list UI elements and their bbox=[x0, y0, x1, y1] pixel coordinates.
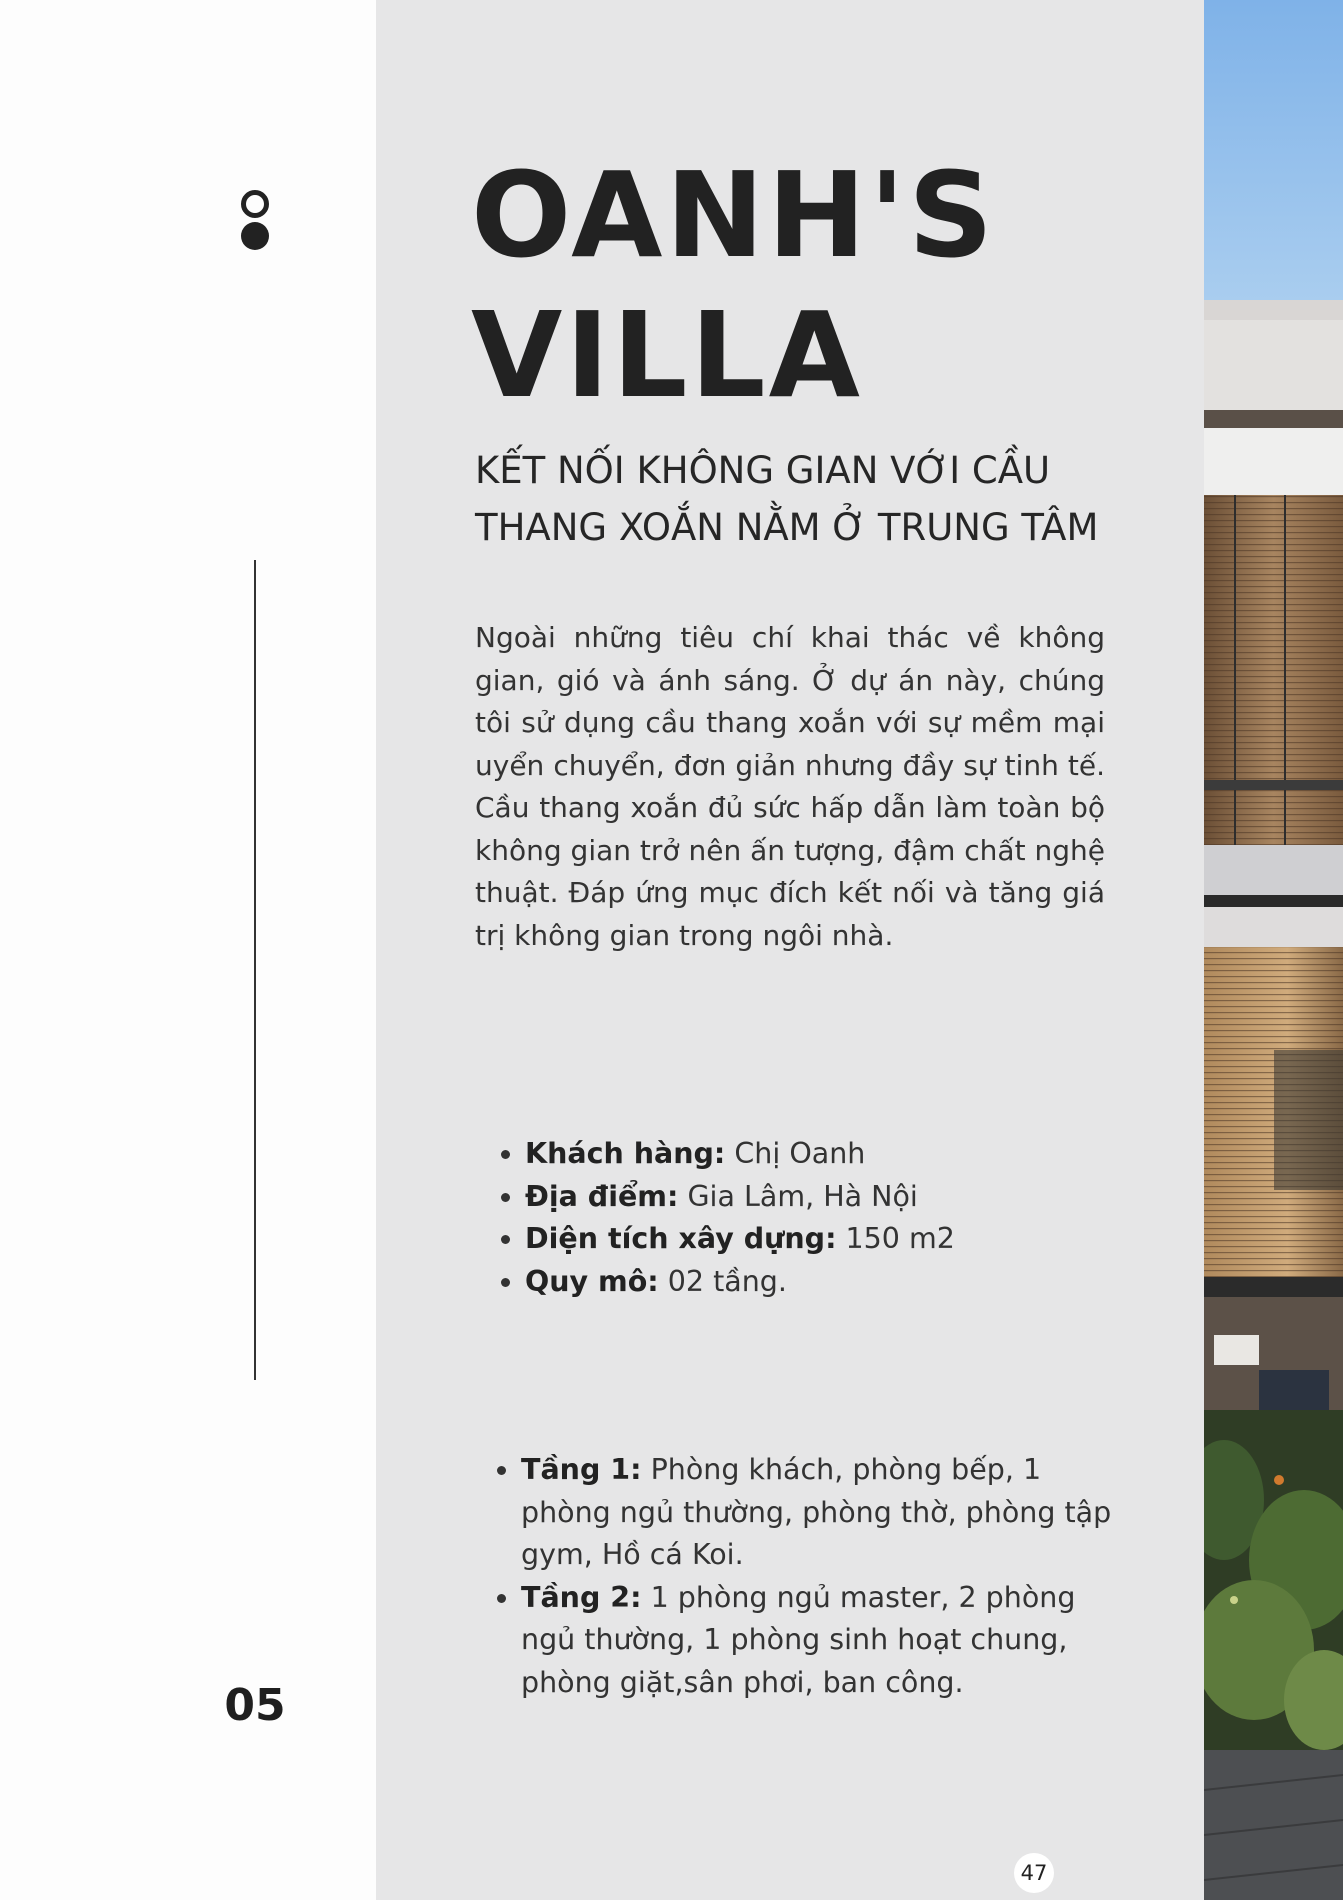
title-line-1: OANH'S bbox=[471, 146, 997, 284]
list-item bbox=[525, 1261, 1185, 1304]
vertical-divider bbox=[254, 560, 256, 1380]
section-number: 05 bbox=[224, 1680, 286, 1731]
list-item bbox=[521, 1449, 1131, 1577]
subtitle-line-2: THANG XOẮN NẰM Ở TRUNG TÂM bbox=[475, 506, 1099, 549]
info-value: 02 tầng. bbox=[667, 1264, 787, 1298]
page-subtitle bbox=[475, 442, 1175, 556]
floor-label: Tầng 2: bbox=[521, 1580, 642, 1614]
list-item bbox=[525, 1218, 1185, 1261]
floor-list bbox=[471, 1449, 1131, 1704]
page-title bbox=[471, 145, 996, 425]
content-panel bbox=[376, 0, 1204, 1900]
list-item bbox=[525, 1133, 1185, 1176]
info-label: Khách hàng: bbox=[525, 1137, 726, 1170]
info-label: Địa điểm: bbox=[525, 1179, 679, 1213]
left-margin-column bbox=[0, 0, 376, 1900]
subtitle-line-1: KẾT NỐI KHÔNG GIAN VỚI CẦU bbox=[475, 449, 1051, 492]
decorative-dots-icon bbox=[241, 190, 269, 250]
info-label: Quy mô: bbox=[525, 1264, 659, 1298]
info-value: Gia Lâm, Hà Nội bbox=[687, 1179, 918, 1213]
floor-value: 1 phòng ngủ master, 2 phòng ngủ thường, 1 phòng sinh hoạt chung, phòng giặt,sân phơi, ban công. bbox=[521, 1580, 1076, 1699]
info-value: Chị Oanh bbox=[734, 1137, 866, 1170]
project-description: Ngoài những tiêu chí khai thác về không gian, gió và ánh sáng. Ở dự án này, chúng tôi sử dụng cầu thang xoắn với sự mềm mại uyển chuyển, đơn giản nhưng đầy sự tinh tế. Cầu thang xoắn đủ sức hấp dẫn làm toàn bộ không gian trở nên ấn tượng, đậm chất nghệ thuật. Đáp ứng mục đích kết nối và tăng giá trị không gian trong ngôi nhà. bbox=[475, 621, 1105, 952]
title-line-2: VILLA bbox=[471, 286, 863, 424]
floor-value: Phòng khách, phòng bếp, 1 phòng ngủ thường, phòng thờ, phòng tập gym, Hồ cá Koi. bbox=[521, 1453, 1112, 1571]
project-info-list bbox=[475, 1133, 1185, 1303]
list-item bbox=[521, 1577, 1131, 1705]
list-item bbox=[525, 1176, 1185, 1219]
info-label: Diện tích xây dựng: bbox=[525, 1222, 837, 1255]
info-value: 150 m2 bbox=[845, 1222, 955, 1255]
floor-label: Tầng 1: bbox=[521, 1453, 642, 1486]
page-number: 47 bbox=[1014, 1853, 1054, 1893]
villa-photo bbox=[1204, 0, 1343, 1900]
